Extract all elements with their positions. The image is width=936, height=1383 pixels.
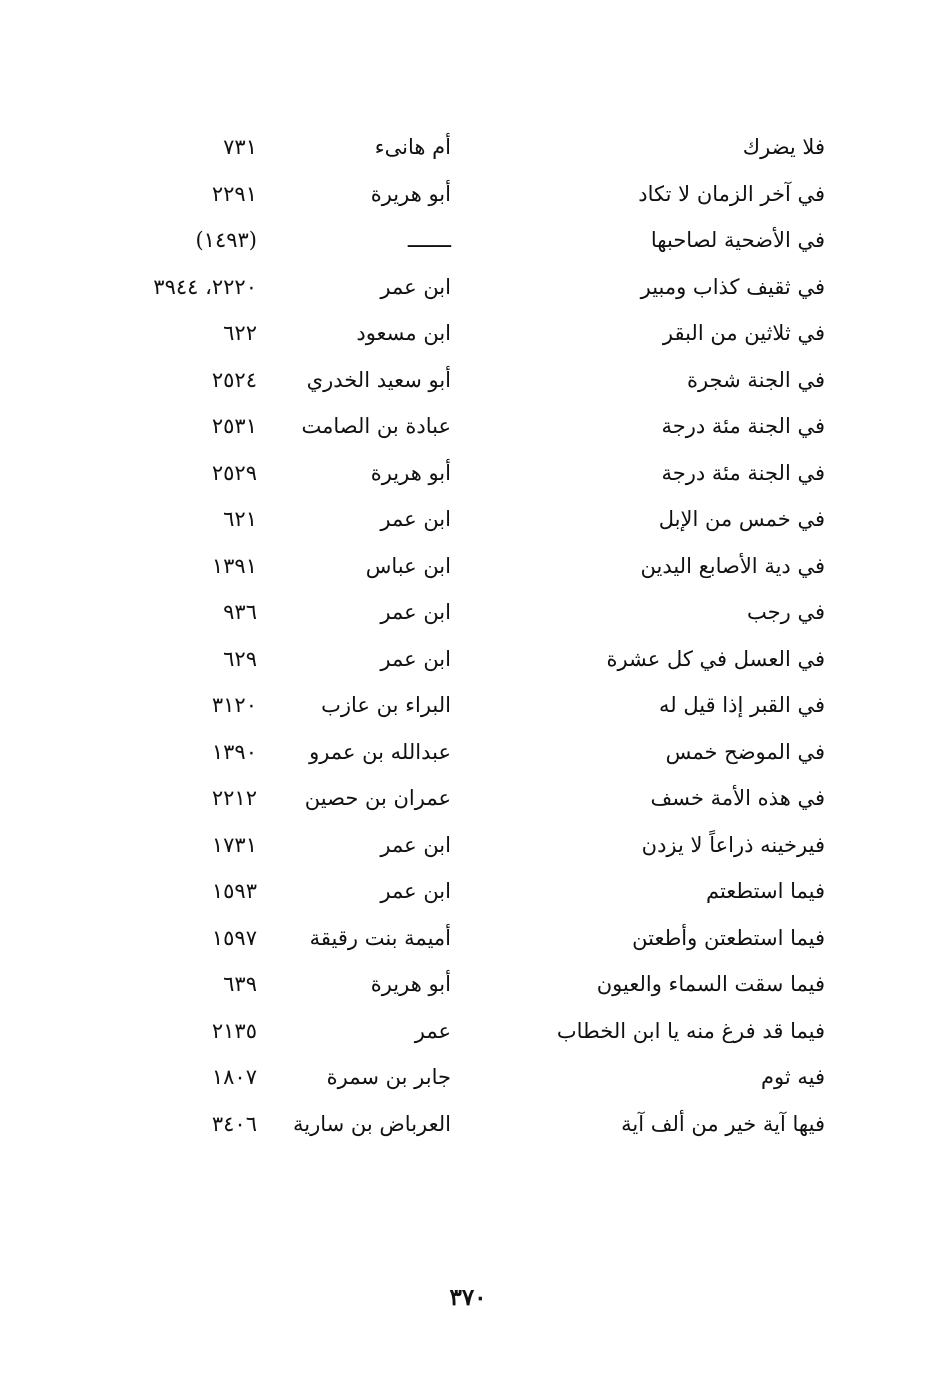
index-row <box>110 915 825 962</box>
index-row <box>110 357 825 404</box>
page-number: ٣٧٠ <box>449 1284 487 1311</box>
hadith-phrase: في دية الأصابع اليدين <box>640 553 825 578</box>
index-row <box>110 496 825 543</box>
hadith-number: ٢٥٢٤ <box>211 367 257 392</box>
hadith-number: ١٥٩٣ <box>211 879 257 903</box>
hadith-phrase: في خمس من الإبل <box>658 507 825 531</box>
hadith-number: ٩٣٦ <box>223 600 257 624</box>
hadith-number: ١٥٩٧ <box>211 925 257 950</box>
hadith-phrase: فيرخينه ذراعاً لا يزدن <box>641 832 825 857</box>
narrator-name: العرباض بن سارية <box>292 1111 451 1136</box>
hadith-phrase: في القبر إذا قيل له <box>659 693 825 717</box>
narrator-name: ابن عمر <box>380 832 451 857</box>
narrator-name: ابن عمر <box>380 646 451 671</box>
narrator-name: أميمة بنت رقيقة <box>309 925 451 950</box>
narrator-name: أم هانىء <box>374 135 451 159</box>
index-row <box>110 636 825 683</box>
hadith-number: ١٣٩٠ <box>211 739 257 764</box>
hadith-number: ٢١٣٥ <box>211 1018 257 1043</box>
hadith-number: ٢٢١٢ <box>211 786 257 810</box>
hadith-number: ٣٤٠٦ <box>211 1111 257 1136</box>
hadith-number: ٦٢٢ <box>223 321 257 345</box>
hadith-number: ٧٣١ <box>223 135 257 159</box>
index-row <box>110 403 825 450</box>
hadith-number: ٣١٢٠ <box>211 693 257 717</box>
narrator-name: البراء بن عازب <box>321 693 451 717</box>
hadith-phrase: فيما قد فرغ منه يا ابن الخطاب <box>556 1018 825 1043</box>
hadith-phrase: في ثقيف كذاب ومبير <box>640 274 825 299</box>
hadith-phrase: فيها آية خير من ألف آية <box>621 1111 825 1136</box>
hadith-phrase: فلا يضرك <box>742 135 825 159</box>
hadith-phrase: فيه ثوم <box>760 1065 825 1089</box>
index-row <box>110 264 825 311</box>
hadith-phrase: في الأضحية لصاحبها <box>650 228 825 252</box>
index-row <box>110 1054 825 1101</box>
narrator-name: ابن عمر <box>380 879 451 903</box>
index-row <box>110 450 825 497</box>
narrator-name: عبادة بن الصامت <box>301 414 451 438</box>
hadith-phrase: في الجنة مئة درجة <box>661 414 825 438</box>
narrator-name: ـــــــ <box>407 228 451 252</box>
index-row <box>110 543 825 590</box>
hadith-number: ٢٢٢٠، ٣٩٤٤ <box>153 274 257 299</box>
hadith-phrase: فيما استطعتم <box>705 879 825 903</box>
index-row <box>110 124 825 171</box>
index-row <box>110 310 825 357</box>
hadith-phrase: في ثلاثين من البقر <box>662 321 825 345</box>
narrator-name: أبو سعيد الخدري <box>306 367 451 392</box>
index-row <box>110 775 825 822</box>
hadith-number: ٦٢٩ <box>223 646 257 671</box>
narrator-name: ابن عمر <box>380 507 451 531</box>
hadith-phrase: في آخر الزمان لا تكاد <box>638 181 825 206</box>
narrator-name: ابن عباس <box>365 553 451 578</box>
narrator-name: ابن عمر <box>380 274 451 299</box>
index-row <box>110 1008 825 1055</box>
index-row <box>110 729 825 776</box>
index-row <box>110 1101 825 1148</box>
index-row <box>110 171 825 218</box>
index-row <box>110 682 825 729</box>
hadith-phrase: في الجنة شجرة <box>686 367 825 392</box>
hadith-phrase: فيما سقت السماء والعيون <box>596 972 825 996</box>
index-row <box>110 589 825 636</box>
narrator-name: عمر <box>414 1018 451 1043</box>
index-row <box>110 217 825 264</box>
hadith-number: ٢٢٩١ <box>211 181 257 206</box>
narrator-name: أبو هريرة <box>370 460 451 485</box>
hadith-number: ١٧٣١ <box>211 832 257 857</box>
narrator-name: عمران بن حصين <box>304 786 451 810</box>
hadith-number: ١٨٠٧ <box>211 1065 257 1089</box>
hadith-number: ٢٥٢٩ <box>211 460 257 485</box>
index-row <box>110 822 825 869</box>
hadith-index-table <box>110 124 825 1147</box>
hadith-number: ٦٢١ <box>223 507 257 531</box>
hadith-number: ٦٣٩ <box>223 972 257 996</box>
narrator-name: أبو هريرة <box>370 972 451 996</box>
hadith-number: ١٣٩١ <box>211 553 257 578</box>
hadith-phrase: في الموضح خمس <box>665 739 825 764</box>
narrator-name: ابن عمر <box>380 600 451 624</box>
narrator-name: جابر بن سمرة <box>326 1065 451 1089</box>
narrator-name: أبو هريرة <box>370 181 451 206</box>
hadith-number: (١٤٩٣) <box>195 228 257 252</box>
hadith-number: ٢٥٣١ <box>211 414 257 438</box>
narrator-name: ابن مسعود <box>356 321 451 345</box>
index-row <box>110 961 825 1008</box>
hadith-phrase: في الجنة مئة درجة <box>661 460 825 485</box>
hadith-phrase: فيما استطعتن وأطعتن <box>632 925 825 950</box>
index-row <box>110 868 825 915</box>
hadith-phrase: في العسل في كل عشرة <box>606 646 825 671</box>
hadith-phrase: في رجب <box>747 600 825 624</box>
hadith-phrase: في هذه الأمة خسف <box>650 786 825 810</box>
narrator-name: عبدالله بن عمرو <box>309 739 451 764</box>
